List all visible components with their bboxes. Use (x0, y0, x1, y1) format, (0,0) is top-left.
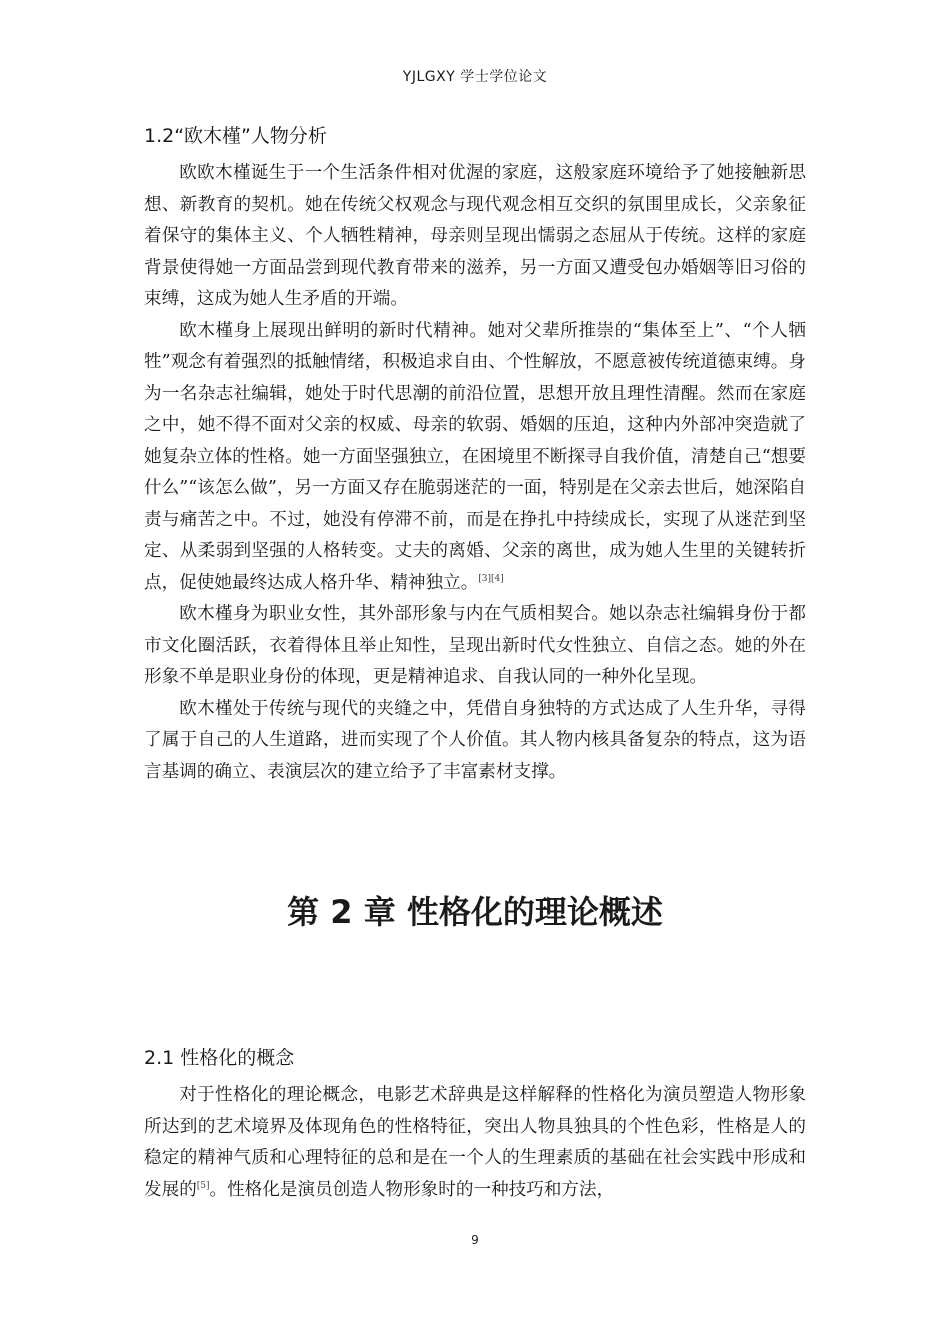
section-1-2-heading: 1.2“欧木槿”人物分析 (144, 125, 327, 147)
citation: [5] (196, 1180, 210, 1191)
section-1-2-body (144, 158, 806, 788)
citation: [3][4] (478, 573, 504, 584)
paragraph-4: 欧木槿处于传统与现代的夹缝之中，凭借自身独特的方式达成了人生升华，寻得了属于自己的人生道路，进而实现了个人价值。其人物内核具备复杂的特点，这为语言基调的确立、表演层次的建立给予了丰富素材支撑。 (144, 698, 806, 782)
section-2-1-heading: 2.1 性格化的概念 (144, 1047, 295, 1069)
paragraph-5: 对于性格化的理论概念，电影艺术辞典是这样解释的性格化为演员塑造人物形象所达到的艺术境界及体现角色的性格特征，突出人物具独具的个性色彩，性格是人的稳定的精神气质和心理特征的总和是在一个人的生理素质的基础在社会实践中形成和发展的[5]。性格化是演员创造人物形象时的一种技巧和方法， (144, 1085, 806, 1200)
paragraph-1: 欧欧木槿诞生于一个生活条件相对优渥的家庭，这般家庭环境给予了她接触新思想、新教育的契机。她在传统父权观念与现代观念相互交织的氛围里成长，父亲象征着保守的集体主义、个人牺牲精神，母亲则呈现出懦弱之态屈从于传统。这样的家庭背景使得她一方面品尝到现代教育带来的滋养，另一方面又遭受包办婚姻等旧习俗的束缚，这成为她人生矛盾的开端。 (144, 163, 806, 309)
chapter-2-title: 第 2 章 性格化的理论概述 (287, 893, 663, 931)
section-2-1-body (144, 1080, 806, 1206)
paragraph-2: 欧木槿身上展现出鲜明的新时代精神。她对父辈所推崇的“集体至上”、“个人牺牲”观念有着强烈的抵触情绪，积极追求自由、个性解放，不愿意被传统道德束缚。身为一名杂志社编辑，她处于时代思潮的前沿位置，思想开放且理性清醒。然而在家庭之中，她不得不面对父亲的权威、母亲的软弱、婚姻的压迫，这种内外部冲突造就了她复杂立体的性格。她一方面坚强独立，在困境里不断探寻自我价值，清楚自己“想要什么”“该怎么做”，另一方面又存在脆弱迷茫的一面，特别是在父亲去世后，她深陷自责与痛苦之中。不过，她没有停滞不前，而是在挣扎中持续成长，实现了从迷茫到坚定、从柔弱到坚强的人格转变。丈夫的离婚、父亲的离世，成为她人生里的关键转折点，促使她最终达成人格升华、精神独立。[3][4] (144, 320, 806, 593)
running-header: YJLGXY 学士学位论文 (402, 69, 548, 85)
page-number: 9 (471, 1233, 479, 1247)
paragraph-3: 欧木槿身为职业女性，其外部形象与内在气质相契合。她以杂志社编辑身份于都市文化圈活跃，衣着得体且举止知性，呈现出新时代女性独立、自信之态。她的外在形象不单是职业身份的体现，更是精神追求、自我认同的一种外化呈现。 (144, 604, 806, 687)
